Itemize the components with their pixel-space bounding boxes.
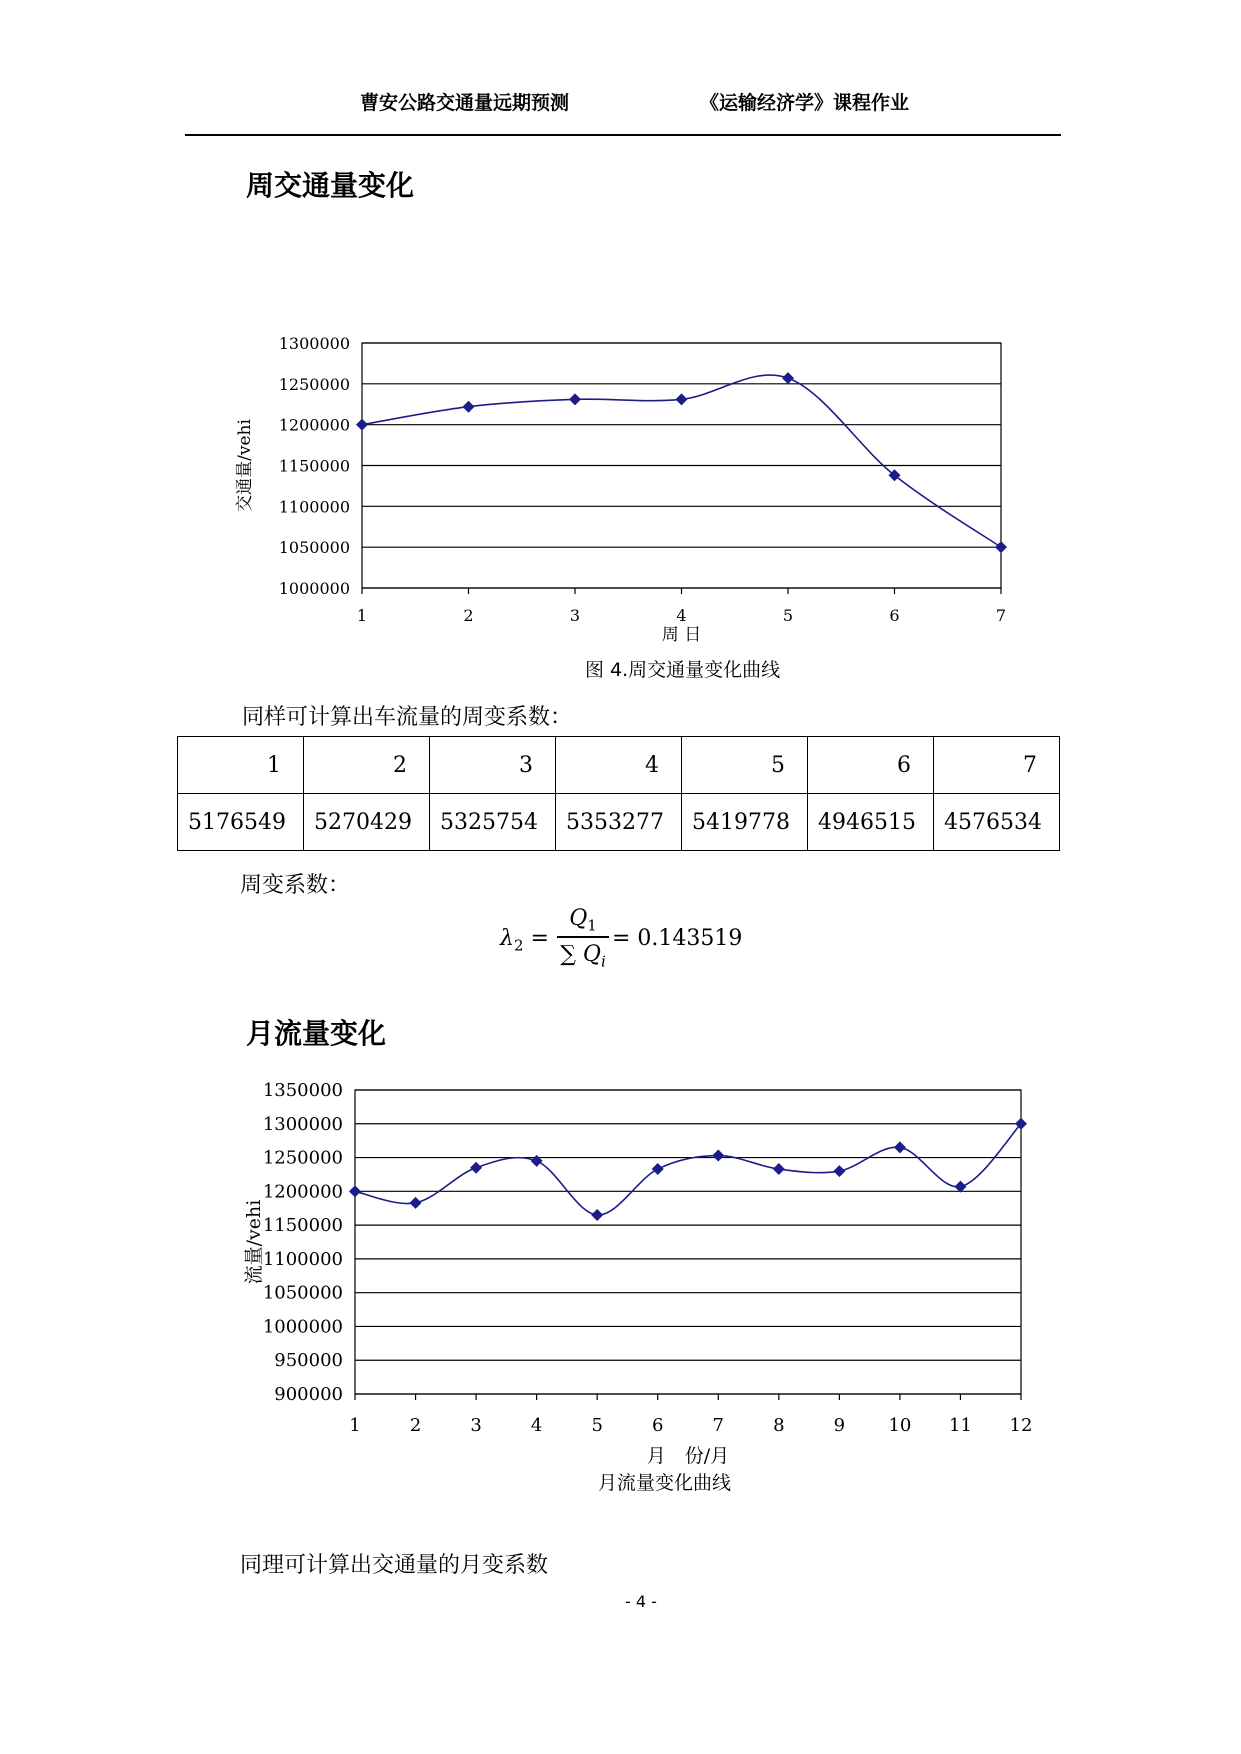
data-point [712,1150,724,1162]
chart2-x-axis-label: 月 份/月 [646,1445,730,1467]
table-header-cell: 4 [556,737,682,794]
formula-lambda-sub: 2 [513,936,524,955]
chart1-points [356,372,1007,553]
section-title-weekly: 周交通量变化 [246,169,415,202]
chart1-gridlines [362,343,1001,588]
table-cell: 4946515 [808,794,934,851]
x-tick-label: 5 [591,1415,603,1436]
x-tick-label: 12 [1009,1415,1033,1436]
table-cell: 5176549 [178,794,304,851]
chart2-x-ticks [349,1394,1032,1436]
x-tick-label: 7 [995,606,1007,625]
x-tick-label: 1 [349,1415,361,1436]
x-tick-label: 1 [356,606,368,625]
x-tick-label: 10 [888,1415,912,1436]
y-tick-label: 950000 [274,1350,343,1372]
y-tick-label: 1200000 [278,415,350,435]
formula-numerator-q: Q [569,906,588,931]
data-point [531,1155,543,1167]
x-tick-label: 6 [652,1415,664,1436]
header-left: 曹安公路交通量远期预测 [360,92,570,114]
data-point [652,1163,664,1175]
x-tick-label: 7 [712,1415,724,1436]
page-number: - 4 - [625,1592,657,1611]
monthly-flow-chart [220,1060,1040,1470]
coefficient-formula [500,904,800,974]
x-tick-label: 5 [782,606,794,625]
chart1-x-ticks [357,588,1006,625]
formula-denominator [557,940,609,970]
paragraph-monthly-intro: 同理可计算出交通量的月变系数 [240,1553,549,1578]
formula-fraction-bar [557,936,609,938]
paragraph-weekly-intro: 同样可计算出车流量的周变系数： [242,705,573,730]
chart2-caption: 月流量变化曲线 [598,1472,732,1494]
weekly-traffic-chart [220,320,1020,650]
weekly-coefficient-table [177,736,1060,851]
table-header-cell: 3 [430,737,556,794]
y-tick-label: 1100000 [262,1248,343,1270]
y-tick-label: 1100000 [278,497,350,517]
chart2-points [349,1118,1027,1221]
paragraph-coefficient-label: 周变系数： [240,873,351,898]
formula-lambda: λ [500,926,514,951]
table-cell: 5353277 [556,794,682,851]
chart1-caption: 图 4.周交通量变化曲线 [585,659,781,681]
formula-fraction [557,904,609,970]
x-tick-label: 3 [470,1415,482,1436]
data-point [349,1185,361,1197]
y-tick-label: 1250000 [278,374,350,394]
y-tick-label: 1250000 [262,1147,343,1169]
data-point [894,1141,906,1153]
table-cell: 5419778 [682,794,808,851]
x-tick-label: 8 [773,1415,785,1436]
x-tick-label: 4 [530,1415,543,1436]
x-tick-label: 3 [569,606,581,625]
data-point [470,1162,482,1174]
y-tick-label: 1350000 [262,1080,343,1101]
formula-lhs [500,926,549,954]
y-tick-label: 1150000 [262,1215,343,1237]
data-point [356,419,368,431]
chart1-y-axis-label: 交通量/vehi [235,419,255,512]
table-header-cell: 6 [808,737,934,794]
chart2-y-ticks [263,1080,343,1405]
y-tick-label: 1000000 [278,579,350,598]
section-title-monthly: 月流量变化 [246,1017,387,1050]
header-rule [185,134,1061,136]
x-tick-label: 11 [949,1415,972,1436]
y-tick-label: 1300000 [262,1113,343,1135]
y-tick-label: 1200000 [262,1181,343,1203]
chart2-series-line [355,1124,1021,1215]
formula-equals: = [530,926,549,951]
x-tick-label: 2 [463,606,474,625]
chart1-y-ticks [279,334,350,598]
x-tick-label: 6 [889,606,900,625]
chart1-x-axis-label: 周 日 [661,625,702,645]
x-tick-label: 2 [409,1415,422,1436]
formula-numerator-sub: 1 [587,916,597,935]
chart2-y-axis-label: 流量/vehi [243,1199,265,1285]
data-point [569,393,581,405]
table-header-cell: 5 [682,737,808,794]
table-cell: 5270429 [304,794,430,851]
data-point [833,1165,845,1177]
data-point [410,1197,422,1209]
data-point [676,393,688,405]
header-right: 《运输经济学》课程作业 [700,92,910,114]
table-cell: 5325754 [430,794,556,851]
data-point [782,372,794,384]
data-point [773,1163,785,1175]
y-tick-label: 1300000 [278,334,350,353]
data-point [463,401,475,413]
chart2-plot-frame [355,1090,1021,1394]
formula-denominator-sum: ∑ Q [560,941,601,967]
formula-numerator [557,904,609,934]
chart2-gridlines [355,1090,1021,1394]
y-tick-label: 900000 [274,1384,343,1405]
y-tick-label: 1050000 [262,1282,343,1304]
table-header-cell: 2 [304,737,430,794]
x-tick-label: 9 [833,1415,846,1436]
table-row [178,794,1060,851]
data-point [591,1209,603,1221]
table-header-cell: 1 [178,737,304,794]
x-tick-label: 4 [676,606,687,625]
data-point [995,541,1007,553]
table-cell: 4576534 [934,794,1060,851]
y-tick-label: 1150000 [278,456,350,476]
table-header-cell: 7 [934,737,1060,794]
y-tick-label: 1050000 [278,538,350,558]
y-tick-label: 1000000 [262,1316,343,1338]
formula-denominator-sub: i [600,951,606,970]
formula-result: = 0.143519 [612,926,743,951]
table-header-row [178,737,1060,794]
